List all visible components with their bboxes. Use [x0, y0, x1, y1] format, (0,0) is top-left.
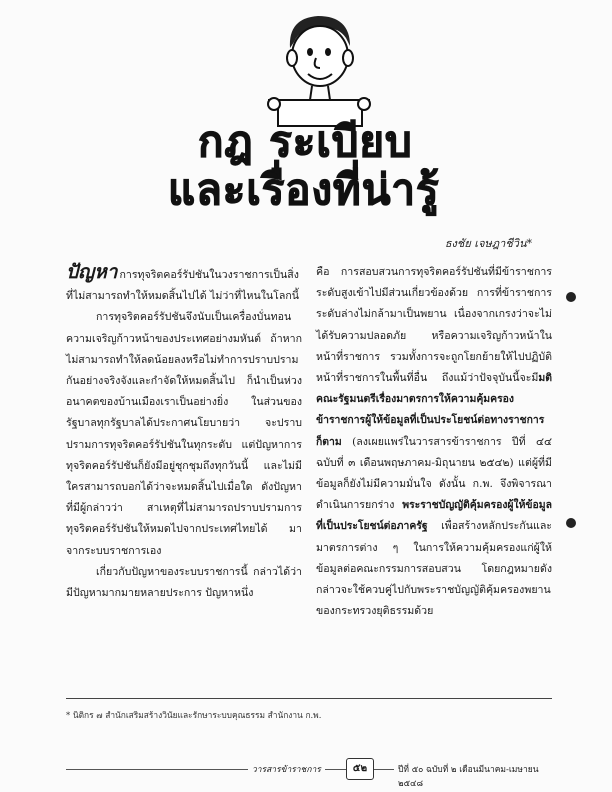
page-footer: [66, 760, 552, 789]
drop-word: ปัญหา: [66, 261, 118, 283]
cartoon-man-illustration: [258, 8, 378, 128]
page-number: ๕๒: [346, 758, 374, 780]
paragraph-2: การทุจริตคอร์รัปชันจึงนับเป็นเครื่องบั่นทอนความเจริญก้าวหน้าของประเทศอย่างมหันต์ ถ้าหากไม่สามารถทำให้ลดน้อยลงหรือไม่ทำการปราบปรามกันอย่างจริงจังและกำจัดให้หมดสิ้นไป ก็นำเป็นห่วงอนาคตของบ้านเมืองเราเป็นอย่างยิ่ง ในส่วนของรัฐบาลทุกรัฐบาลได้ประกาศนโยบายว่า จะปราบปรามการทุจริตคอร์รัปชันในทุกระดับ แต่ปัญหาการทุจริตคอร์รัปชันก็ยังมีอยู่ชุกชุมถึงทุกวันนี้ และไม่มีใครสามารถบอกได้ว่าจะหมดสิ้นไปเมื่อใด ดังปัญหาที่มีผู้กล่าวว่า สาเหตุที่ไม่สามารถปราบปรามการทุจริตคอร์รัปชันให้หมดไปจากประเทศไทยได้ มาจากระบบราชการเอง: [66, 311, 302, 557]
paragraph-1-text: การทุจริตคอร์รัปชันในวงราชการเป็นสิ่งที่ไม่สามารถทำให้หมดสิ้นไปได้ ไม่ว่าที่ไหนในโลกนี้: [66, 269, 300, 303]
journal-name: วารสารข้าราชการ: [248, 762, 325, 776]
author-byline: ธงชัย เจษฎาชีวิน*: [444, 237, 532, 250]
paragraph-1: [66, 262, 302, 307]
draft-act-bold: พระราชบัญญัติคุ้มครองผู้ให้ข้อมูลที่เป็นประโยชน์ต่อภาครัฐ: [316, 499, 552, 533]
footnote-divider: [66, 698, 552, 699]
article-title: [168, 116, 440, 226]
issue-info: ปีที่ ๕๐ ฉบับที่ ๒ เดือนมีนาคม-เมษายน ๒๕๔๘: [394, 762, 552, 790]
cabinet-resolution-bold: มติคณะรัฐมนตรีเรื่องมาตรการให้ความคุ้มครองข้าราชการผู้ให้ข้อมูลที่เป็นประโยชน์ต่อทางราชการก็ตาม: [316, 372, 552, 448]
title-line-1: กฎ ระเบียบ: [198, 117, 413, 166]
paragraph-4: [316, 262, 552, 622]
left-column: [66, 262, 302, 604]
right-column: [316, 262, 552, 622]
paragraph-4-text-b: (ลงเผยแพร่ในวารสารข้าราชการ ปีที่ ๔๔ ฉบับที่ ๓ เดือนพฤษภาคม-มิถุนายน ๒๕๔๒) แต่ผู้ที่มีข้อมูลก็ยังไม่มีความมั่นใจ ดังนั้น ก.พ. จึงพิจารณาดำเนินการยกร่าง: [316, 435, 552, 512]
paragraph-4-text-c: เพื่อสร้างหลักประกันและมาตรการต่าง ๆ ในการให้ความคุ้มครองแก่ผู้ให้ข้อมูลต่อคณะกรรมการสอบสวน โดยกฎหมายดังกล่าวจะใช้ควบคู่ไปกับพระราชบัญญัติคุ้มครองพยานของกระทรวงยุติธรรมด้วย: [316, 520, 552, 618]
binder-hole-icon: [566, 518, 576, 528]
footnote: * นิติกร ๗ สำนักเสริมสร้างวินัยและรักษาระบบคุณธรรม สำนักงาน ก.พ.: [66, 710, 322, 720]
title-line-2: และเรื่องที่น่ารู้: [168, 165, 440, 214]
binder-hole-icon: [566, 292, 576, 302]
paragraph-4-text-a: คือ การสอบสวนการทุจริตคอร์รัปชันที่มีข้าราชการระดับสูงเข้าไปมีส่วนเกี่ยวข้องด้วย การที่ข้าราชการระดับล่างไม่กล้ามาเป็นพยาน เนื่องจากเกรงว่าจะไม่ได้รับความปลอดภัย หรือความเจริญก้าวหน้าในหน้าที่ราชการ รวมทั้งการจะถูกโยกย้ายให้ไปปฏิบัติหน้าที่ราชการในพื้นที่อื่น ถึงแม้ว่าปัจจุบันนี้จะมี: [316, 266, 552, 385]
paragraph-3: เกี่ยวกับปัญหาของระบบราชการนี้ กล่าวได้ว่ามีปัญหามากมายหลายประการ ปัญหาหนึ่ง: [66, 565, 302, 600]
